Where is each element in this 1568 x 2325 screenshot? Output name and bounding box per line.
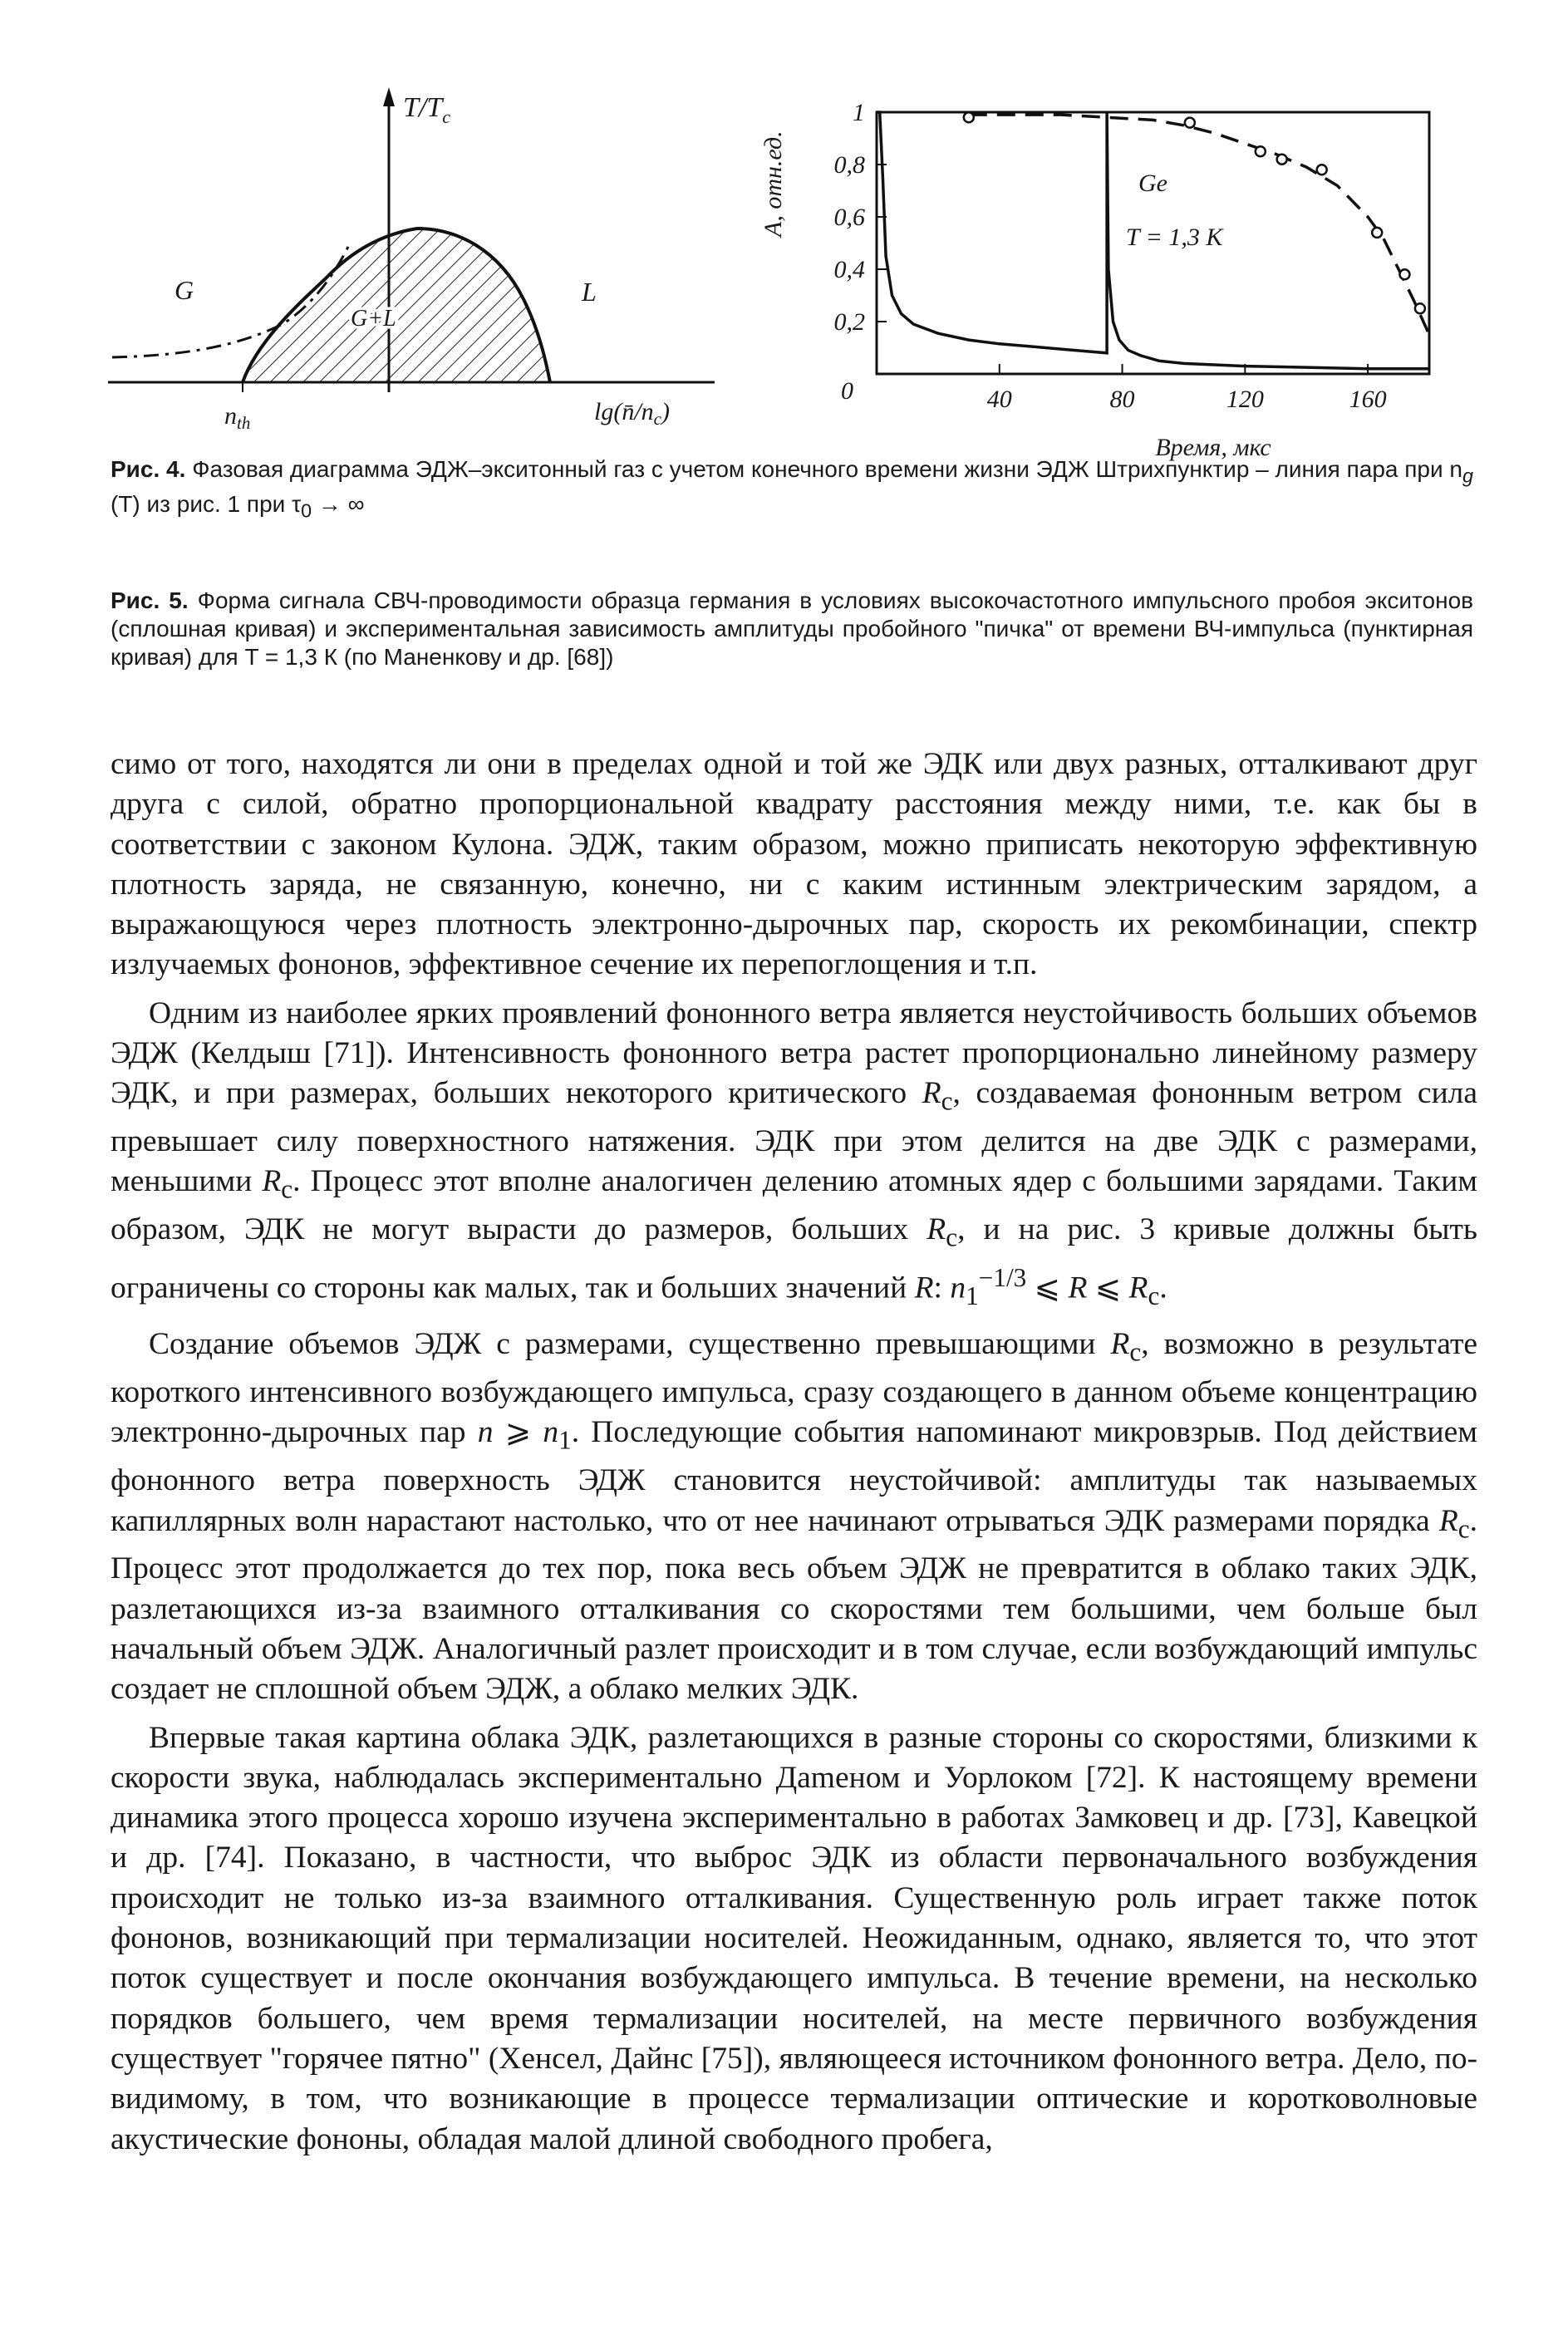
annotation-material: Ge — [1138, 170, 1167, 197]
data-point — [1185, 118, 1195, 128]
y-tick-label: 0,8 — [833, 151, 865, 179]
data-point — [1317, 165, 1327, 174]
coexistence-region — [243, 229, 550, 382]
data-point — [1415, 303, 1425, 313]
y-tick-label: 0,2 — [833, 308, 865, 336]
x-tick-label: 120 — [1226, 386, 1264, 413]
figure4-caption: Рис. 4. Фазовая диаграмма ЭДЖ–экситонный газ с учетом конечного времени жизни ЭДЖ Штрихпунктир – линия пара при $n_g$ (T) из рис. 1 при $\tau_0$ → ∞ — [111, 456, 1473, 522]
x-axis-title: Время, мкс — [1155, 434, 1271, 461]
data-point — [1372, 228, 1382, 238]
signal-chart — [740, 75, 1471, 465]
paragraph-3: Создание объемов ЭДЖ с размерами, существенно превышающими $R_c$, возможно в результате короткого интенсивного возбуждающего импульса, сразу создающего в данном объеме концентрацию электронно-дырочных пар n ⩾ $n_1$. Последующие события напоминают микровзрыв. Под действием фононного ветра поверхность ЭДЖ становится неустойчивой: амплитуды так называемых капиллярных волн нарастают настолько, что от нее начинают отрываться ЭДК размерами порядка $R_c$. Процесс этот продолжается до тех пор, пока весь объем ЭДЖ не превратится в облако таких ЭДК, разлетающихся из-за взаимного отталкивания со скоростями тем большими, чем больше был начальный объем ЭДЖ. Аналогичный разлет происходит и в том случае, если возбуждающий импульс создает не сплошной объем ЭДЖ, а облако мелких ЭДК. — [111, 1327, 1477, 1707]
figure5-caption: Рис. 5. Форма сигнала СВЧ-проводимости образца германия в условиях высокочастотного импульсного пробоя экситонов (сплошная кривая) и экспериментальная зависимость амплитуды пробойного "пичка" от времени ВЧ-импульса (пунктирная кривая) для T = 1,3 К (по Маненкову и др. [68]) — [111, 587, 1474, 670]
data-point — [1256, 146, 1266, 156]
y-zero-label: 0 — [841, 377, 853, 405]
y-tick-label: 0,6 — [833, 204, 865, 231]
y-axis-label: $T/T_c$ — [403, 92, 451, 127]
y-axis-arrow-icon — [383, 87, 395, 106]
annotation-temperature: T = 1,3 K — [1126, 224, 1223, 251]
x-tick-label: 160 — [1349, 386, 1387, 413]
x-tick-label: 80 — [1109, 386, 1135, 413]
x-tick-label: 40 — [986, 386, 1012, 413]
data-point — [1277, 155, 1287, 165]
n-th-label: $n_{th}$ — [224, 402, 251, 432]
gas-region-label: G — [174, 275, 194, 305]
paragraph-1: симо от того, находятся ли они в пределах одной и той же ЭДК или двух разных, отталкивают друг друга с силой, обратно пропорциональной квадрату расстояния между ними, т.е. как бы в соответствии с законом Кулона. ЭДЖ, таким образом, можно приписать некоторую эффективную плотность заряда, не связанную, конечно, ни с каким истинным электрическим зарядом, а выражающуюся через плотность электронно-дырочных пар, скорость их рекомбинации, спектр излучаемых фононов, эффективное сечение их перепоглощения и т.п. — [111, 747, 1477, 982]
coexistence-region-label: G+L — [351, 306, 396, 332]
paragraph-2: Одним из наиболее ярких проявлений фононного ветра является неустойчивость больших объемов ЭДЖ (Келдыш [71]). Интенсивность фононного ветра растет пропорционально линейному размеру ЭДК, и при размерах, больших некоторого критического $R_c$, создаваемая фононным ветром сила превышает силу поверхностного натяжения. ЭДК при этом делится на две ЭДК с размерами, меньшими $R_c$. Процесс этот вполне аналогичен делению атомных ядер с большими зарядами. Таким образом, ЭДК не могут вырасти до размеров, больших $R_c$, и на рис. 3 кривые должны быть ограничены со стороны как малых, так и больших значений R: $n_1^{-1/3}$ ⩽ R ⩽ $R_c$. — [111, 995, 1477, 1311]
data-point — [964, 112, 974, 122]
paragraph-4: Впервые такая картина облака ЭДК, разлетающихся в разные стороны со скоростями, близкими к скорости звука, наблюдалась экспериментально Дameном и Уорлоком [72]. К настоящему времени динамика этого процесса хорошо изучена экспериментально в работах Замковец и др. [73], Кавецкой и др. [74]. Показано, в частности, что выброс ЭДК из области первоначального возбуждения происходит не только из-за взаимного отталкивания. Существенную роль играет также поток фононов, возникающий при термализации носителей. Неожиданным, однако, является то, что этот поток существует и после окончания возбуждающего импульса. В течение времени, на несколько порядков большего, чем время термализации носителей, на месте первичного возбуждения существует "горячее пятно" (Хенсел, Дайнс [75]), являющееся источником фононного ветра. Дело, по-видимому, в том, что возникающие в процессе термализации оптические и коротковолновые акустические фононы, обладая малой длиной свободного пробега, — [111, 1720, 1477, 2156]
phase-diagram-figure — [108, 83, 740, 432]
liquid-region-label: L — [582, 277, 597, 307]
data-point — [1399, 269, 1409, 279]
y-tick-label: 1 — [853, 99, 865, 126]
body-text — [111, 745, 1477, 2160]
y-tick-label: 0,4 — [833, 256, 865, 283]
y-axis-title: A, отн.ед. — [759, 130, 787, 237]
x-axis-label: $\lg(n̄/n_c)$ — [594, 398, 670, 429]
